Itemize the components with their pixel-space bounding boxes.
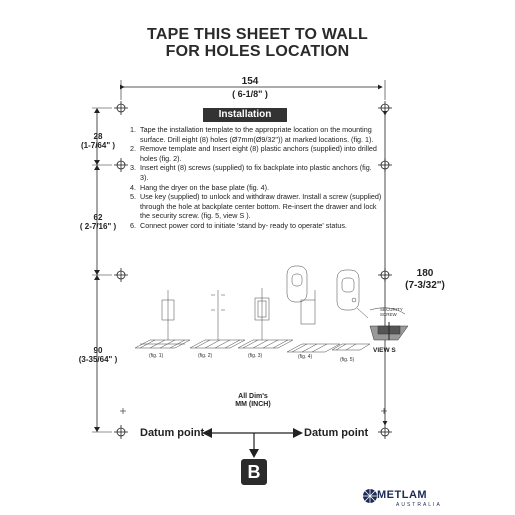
hole-target-icon bbox=[114, 425, 128, 439]
all-dims-line-2: MM (INCH) bbox=[235, 401, 271, 408]
installation-heading: Installation bbox=[203, 108, 287, 122]
dim-62-mm-label: 62 bbox=[93, 213, 103, 222]
width-inch-label: ( 6-1/8" ) bbox=[232, 89, 268, 99]
fig-1-caption: (fig. 1) bbox=[149, 353, 164, 359]
brand-subtitle: AUSTRALIA bbox=[396, 502, 442, 508]
datum-marker-b: B bbox=[241, 459, 267, 485]
metlam-logo-icon bbox=[363, 489, 377, 503]
step-2: 2. Remove template and Insert eight (8) plastic anchors (supplied) into drilled holes (fig. 2). bbox=[138, 144, 382, 163]
hole-target-icon bbox=[378, 101, 392, 115]
fig-4-caption: (fig. 4) bbox=[298, 354, 313, 360]
figure-3-drawing bbox=[238, 288, 293, 348]
title-line-1: TAPE THIS SHEET TO WALL bbox=[147, 26, 368, 43]
step-6: 6. Connect power cord to initiate 'stand by- ready to operate' status. bbox=[138, 221, 382, 231]
step-3: 3. Insert eight (8) screws (supplied) to fix backplate into plastic anchors (fig. 3). bbox=[138, 163, 382, 182]
dim-28-mm-label: 28 bbox=[93, 132, 103, 141]
step-1: 1. Tape the installation template to the appropriate location on the mounting surface. Drill eight (8) holes (Ø7mm(Ø9/32")) at marked locations. (fig. 1). bbox=[138, 125, 382, 144]
figure-1-drawing bbox=[135, 290, 190, 348]
brand-name: METLAM bbox=[377, 489, 428, 501]
hole-target-icon bbox=[114, 268, 128, 282]
title-line-2: FOR HOLES LOCATION bbox=[165, 43, 350, 60]
figure-2-drawing bbox=[190, 290, 245, 348]
datum-point-right: Datum point bbox=[304, 427, 369, 439]
dim-62-inch-label: ( 2-7/16" ) bbox=[79, 222, 117, 231]
hole-target-icon bbox=[114, 101, 128, 115]
dim-90-mm-label: 90 bbox=[93, 346, 103, 355]
all-dims-note bbox=[223, 393, 283, 409]
height-inch-label: (7-3/32") bbox=[405, 280, 445, 291]
installation-steps bbox=[130, 125, 382, 231]
datum-point-left: Datum point bbox=[140, 427, 205, 439]
step-4: 4. Hang the dryer on the base plate (fig. 4). bbox=[138, 183, 382, 193]
height-mm-label: 180 bbox=[416, 268, 434, 279]
view-s-label: VIEW S bbox=[373, 347, 396, 354]
hole-target-icon bbox=[114, 158, 128, 172]
dim-90-inch-label: (3-35/64" ) bbox=[78, 355, 118, 364]
fig-3-caption: (fig. 3) bbox=[248, 353, 263, 359]
figure-5-drawing bbox=[332, 270, 370, 350]
fig-2-caption: (fig. 2) bbox=[198, 353, 213, 359]
all-dims-line-1: All Dim's bbox=[238, 393, 268, 400]
security-screw-label: SECURITY SCREW bbox=[380, 307, 403, 317]
hole-target-icon bbox=[378, 425, 392, 439]
figure-4-drawing bbox=[287, 266, 340, 352]
dim-28-inch-label: (1-7/64" ) bbox=[80, 141, 116, 150]
step-5: 5. Use key (supplied) to unlock and withdraw drawer. Install a screw (supplied) through the hole at backplate center bottom. Re-insert the drawer and lock the security screw. (fig. 5, view S ). bbox=[138, 192, 382, 221]
fig-5-caption: (fig. 5) bbox=[340, 357, 355, 363]
width-mm-label: 154 bbox=[241, 76, 259, 87]
